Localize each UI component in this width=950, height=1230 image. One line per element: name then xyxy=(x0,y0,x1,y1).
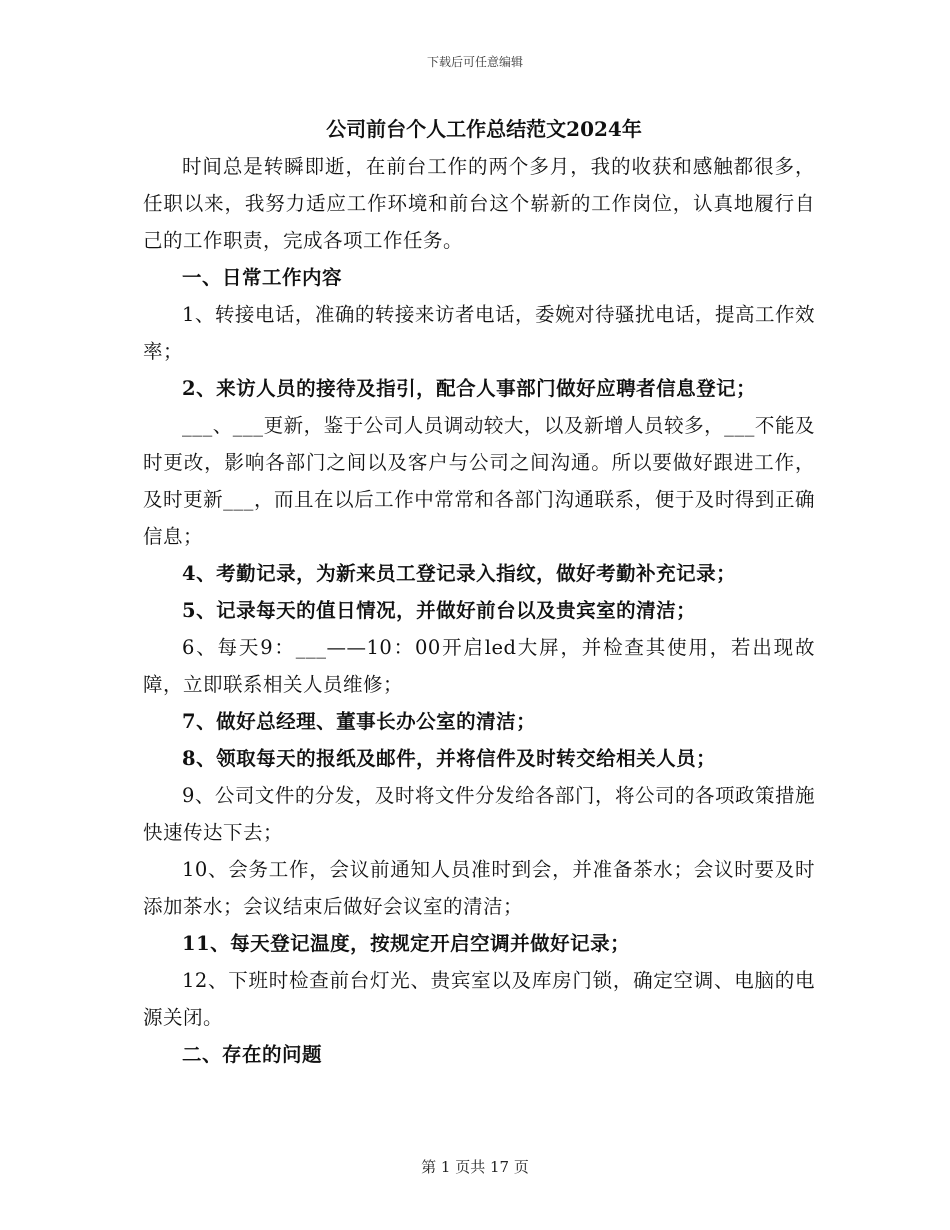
section-heading: 2、来访人员的接待及指引，配合人事部门做好应聘者信息登记； xyxy=(182,377,757,400)
body-paragraph: 6、每天9：___——10：00开启led大屏，并检查其使用，若出现故障，立即联系相关人员维修； xyxy=(143,636,815,696)
body-paragraph: 9、公司文件的分发，及时将文件分发给各部门，将公司的各项政策措施快速传达下去； xyxy=(143,784,815,844)
document-body xyxy=(143,111,815,1073)
section-heading: 一、日常工作内容 xyxy=(182,266,343,289)
body-paragraph: 1、转接电话，准确的转接来访者电话，委婉对待骚扰电话，提高工作效率； xyxy=(143,303,815,363)
page-footer-number: 第 1 页共 17 页 xyxy=(421,1158,529,1176)
section-heading: 8、领取每天的报纸及邮件，并将信件及时转交给相关人员； xyxy=(182,747,717,770)
section-heading: 4、考勤记录，为新来员工登记录入指纹，做好考勤补充记录； xyxy=(182,562,737,585)
body-paragraph: ___、___更新，鉴于公司人员调动较大，以及新增人员较多，___不能及时更改，影响各部门之间以及客户与公司之间沟通。所以要做好跟进工作，及时更新___，而且在以后工作中常常和各部门沟通联系，便于及时得到正确信息； xyxy=(143,414,815,548)
body-paragraph: 10、会务工作，会议前通知人员准时到会，并准备茶水；会议时要及时添加茶水；会议结束后做好会议室的清洁； xyxy=(143,858,815,918)
section-heading: 11、每天登记温度，按规定开启空调并做好记录； xyxy=(182,932,631,955)
section-heading: 7、做好总经理、董事长办公室的清洁； xyxy=(182,710,537,733)
body-paragraph: 时间总是转瞬即逝，在前台工作的两个多月，我的收获和感触都很多，任职以来，我努力适应工作环境和前台这个崭新的工作岗位，认真地履行自己的工作职责，完成各项工作任务。 xyxy=(143,155,815,252)
page-header-note: 下载后可任意编辑 xyxy=(426,55,523,69)
body-paragraph: 12、下班时检查前台灯光、贵宾室以及库房门锁，确定空调、电脑的电源关闭。 xyxy=(143,969,815,1029)
section-heading: 5、记录每天的值日情况，并做好前台以及贵宾室的清洁； xyxy=(182,599,697,622)
paragraph-list xyxy=(143,148,815,1073)
document-title: 公司前台个人工作总结范文2024年 xyxy=(326,117,642,141)
section-heading: 二、存在的问题 xyxy=(182,1043,323,1066)
